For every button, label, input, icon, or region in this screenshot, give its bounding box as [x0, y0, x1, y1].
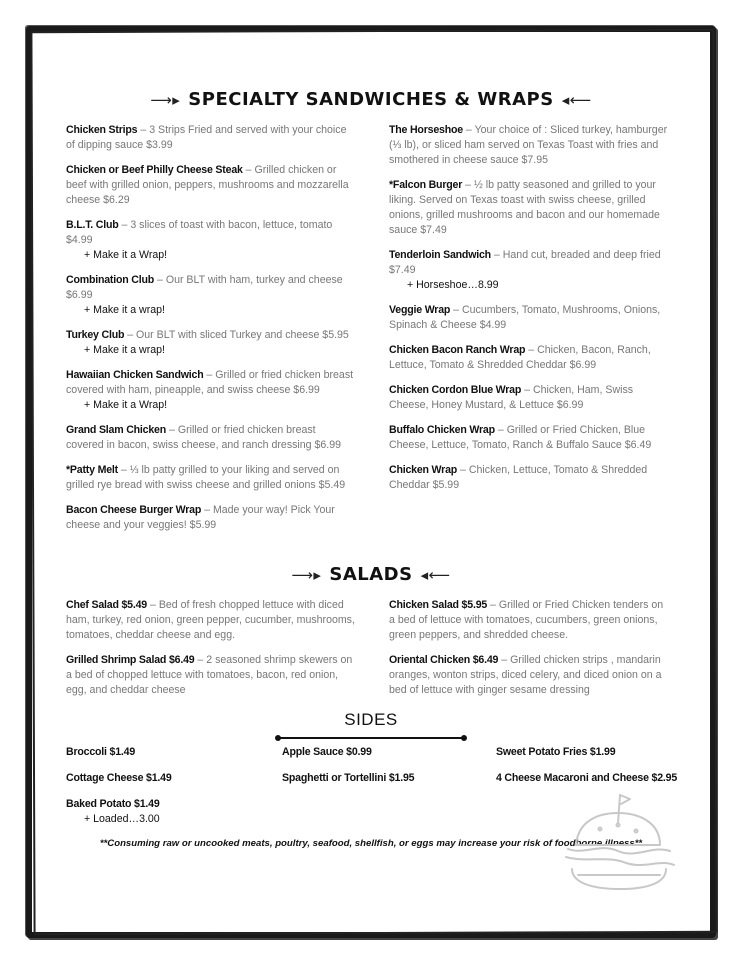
item-name: Oriental Chicken $6.49	[389, 654, 499, 666]
sandwiches-heading	[0, 89, 742, 110]
sides-title: SIDES	[344, 710, 398, 729]
right-arrow-icon: ⟶▸	[291, 566, 322, 584]
sides-divider	[278, 737, 464, 739]
item-desc: Grilled or fried chicken breast covered with ham, pineapple, and swiss cheese $6.99	[66, 369, 354, 396]
side-item: 4 Cheese Macaroni and Cheese $2.95	[496, 772, 678, 784]
menu-item: Chicken Strips – 3 Strips Fried and served with your choice of dipping sauce $3.99	[66, 124, 347, 151]
salads-title: SALADS	[329, 564, 413, 585]
item-desc: ⅓ lb patty grilled to your liking and served on grilled rye bread with swiss cheese and grilled onions $5.49	[66, 464, 346, 491]
item-desc: ½ lb patty seasoned and grilled to your liking. Served on Texas toast with swiss cheese, grilled onions, grilled mushrooms and bacon and our homemade sauce $7.49	[389, 179, 660, 236]
sandwiches-right-column	[389, 123, 669, 503]
side-item: Sweet Potato Fries $1.99	[496, 746, 616, 758]
item-desc: Grilled or Fried Chicken, Blue Cheese, Lettuce, Tomato, Ranch & Buffalo Sauce $6.49	[389, 424, 652, 451]
menu-item: Bacon Cheese Burger Wrap – Made your way! Pick Your cheese and your veggies! $5.99	[66, 504, 335, 531]
item-name: Grand Slam Chicken	[66, 424, 167, 436]
left-arrow-icon: ◂⟵	[561, 91, 592, 109]
item-name: Chicken Salad $5.95	[389, 599, 488, 611]
item-name: Chicken Cordon Blue Wrap	[389, 384, 522, 396]
item-desc: Chicken, Ham, Swiss Cheese, Honey Mustard, & Lettuce $6.99	[389, 384, 634, 411]
menu-item: Grand Slam Chicken – Grilled or fried chicken breast covered in bacon, swiss cheese, and ranch dressing $6.99	[66, 424, 342, 451]
item-name: Hawaiian Chicken Sandwich	[66, 369, 204, 381]
item-desc: Chicken, Lettuce, Tomato & Shredded Cheddar $5.99	[389, 464, 648, 491]
food-safety-warning: **Consuming raw or uncooked meats, poultry, seafood, shellfish, or eggs may increase your risk of foodborne illness**	[99, 838, 643, 849]
item-desc: Hand cut, breaded and deep fried $7.49	[389, 249, 661, 276]
menu-item: B.L.T. Club – 3 slices of toast with bacon, lettuce, tomato $4.99 + Make it a Wrap!	[66, 218, 356, 263]
menu-item: Chicken Wrap – Chicken, Lettuce, Tomato & Shredded Cheddar $5.99	[389, 464, 648, 491]
menu-item: Combination Club – Our BLT with ham, turkey and cheese $6.99 + Make it a wrap!	[66, 273, 356, 318]
menu-item: *Falcon Burger – ½ lb patty seasoned and grilled to your liking. Served on Texas toast with swiss cheese, grilled onions, grilled mushrooms and bacon and our homemade sauce $7.49	[389, 179, 660, 236]
menu-item: Buffalo Chicken Wrap – Grilled or Fried Chicken, Blue Cheese, Lettuce, Tomato, Ranch & Buffalo Sauce $6.49	[389, 424, 652, 451]
item-name: Chicken Bacon Ranch Wrap	[389, 344, 526, 356]
item-name: Grilled Shrimp Salad $6.49	[66, 654, 195, 666]
item-desc: Cucumbers, Tomato, Mushrooms, Onions, Spinach & Cheese $4.99	[389, 304, 661, 331]
item-name: Chef Salad $5.49	[66, 599, 148, 611]
item-desc: Made your way! Pick Your cheese and your veggies! $5.99	[66, 504, 335, 531]
item-option: + Make it a Wrap!	[84, 399, 168, 411]
item-desc: Grilled or Fried Chicken tenders on a bed of lettuce with tomatoes, cucumbers, green onions, green peppers, and shredded cheese.	[389, 599, 664, 641]
item-name: B.L.T. Club	[66, 219, 119, 231]
menu-item: Chef Salad $5.49 – Bed of fresh chopped lettuce with diced ham, turkey, red onion, green pepper, cucumber, mushrooms, tomatoes, cheddar cheese and egg.	[66, 599, 355, 641]
item-name: Chicken or Beef Philly Cheese Steak	[66, 164, 243, 176]
item-desc: Chicken, Bacon, Ranch, Lettuce, Tomato & Shredded Cheddar $6.99	[389, 344, 651, 371]
side-option: + Loaded…3.00	[84, 813, 160, 825]
item-name: Turkey Club	[66, 329, 125, 341]
salads-heading	[0, 564, 742, 585]
item-name: *Patty Melt	[66, 464, 118, 476]
item-desc: Grilled chicken strips , mandarin oranges, wonton strips, diced celery, and diced onion on a bed of lettuce with ginger sesame dressing	[389, 654, 662, 696]
item-name: Buffalo Chicken Wrap	[389, 424, 495, 436]
menu-item: Hawaiian Chicken Sandwich – Grilled or fried chicken breast covered with ham, pineapple, and swiss cheese $6.99 + Make it a Wrap!	[66, 368, 356, 413]
menu-item: Oriental Chicken $6.49 – Grilled chicken strips , mandarin oranges, wonton strips, diced celery, and diced onion on a bed of lettuce with ginger sesame dressing	[389, 654, 662, 696]
item-name: *Falcon Burger	[389, 179, 463, 191]
side-item: Cottage Cheese $1.49	[66, 772, 172, 784]
salads-right-column	[389, 598, 669, 708]
item-desc: Your choice of : Sliced turkey, hamburger (⅓ lb), or sliced ham served on Texas Toast with fries and smothered in cheese sauce $7.95	[389, 124, 668, 166]
side-item: Baked Potato $1.49	[66, 798, 160, 810]
item-desc: Our BLT with sliced Turkey and cheese $5.95	[136, 329, 349, 341]
side-item: Spaghetti or Tortellini $1.95	[282, 772, 415, 784]
item-desc: 3 slices of toast with bacon, lettuce, tomato $4.99	[66, 219, 333, 246]
menu-item: *Patty Melt – ⅓ lb patty grilled to your liking and served on grilled rye bread with swiss cheese and grilled onions $5.49	[66, 464, 346, 491]
item-name: Combination Club	[66, 274, 155, 286]
item-option: + Make it a wrap!	[84, 304, 165, 316]
item-option: + Make it a Wrap!	[84, 249, 168, 261]
menu-item: Chicken Salad $5.95 – Grilled or Fried Chicken tenders on a bed of lettuce with tomatoes, cucumbers, green onions, green peppers, and shredded cheese.	[389, 599, 664, 641]
item-name: Chicken Wrap	[389, 464, 458, 476]
menu-item: Tenderloin Sandwich – Hand cut, breaded and deep fried $7.49 + Horseshoe…8.99	[389, 248, 669, 293]
item-desc: Grilled or fried chicken breast covered in bacon, swiss cheese, and ranch dressing $6.99	[66, 424, 342, 451]
burger-sketch-icon	[548, 785, 688, 905]
side-item: Apple Sauce $0.99	[282, 746, 372, 758]
menu-item: Veggie Wrap – Cucumbers, Tomato, Mushrooms, Onions, Spinach & Cheese $4.99	[389, 304, 661, 331]
item-desc: 3 Strips Fried and served with your choice of dipping sauce $3.99	[66, 124, 347, 151]
item-option: + Horseshoe…8.99	[407, 279, 499, 291]
sandwiches-left-column	[66, 123, 356, 543]
menu-item: Chicken or Beef Philly Cheese Steak – Grilled chicken or beef with grilled onion, peppers, mushrooms and mozzarella cheese $6.29	[66, 164, 349, 206]
item-name: The Horseshoe	[389, 124, 463, 136]
menu-item: Grilled Shrimp Salad $6.49 – 2 seasoned shrimp skewers on a bed of chopped lettuce with tomatoes, bacon, red onion, egg, and cheddar cheese	[66, 654, 353, 696]
item-name: Veggie Wrap	[389, 304, 451, 316]
menu-item: Chicken Cordon Blue Wrap – Chicken, Ham, Swiss Cheese, Honey Mustard, & Lettuce $6.99	[389, 384, 634, 411]
menu-item: Chicken Bacon Ranch Wrap – Chicken, Bacon, Ranch, Lettuce, Tomato & Shredded Cheddar $6.99	[389, 344, 651, 371]
item-option: + Make it a wrap!	[84, 344, 165, 356]
right-arrow-icon: ⟶▸	[150, 91, 181, 109]
item-name: Chicken Strips	[66, 124, 138, 136]
item-desc: Our BLT with ham, turkey and cheese $6.99	[66, 274, 343, 301]
item-desc: 2 seasoned shrimp skewers on a bed of chopped lettuce with tomatoes, bacon, red onion, egg, and cheddar cheese	[66, 654, 353, 696]
item-name: Bacon Cheese Burger Wrap	[66, 504, 202, 516]
menu-item: The Horseshoe – Your choice of : Sliced turkey, hamburger (⅓ lb), or sliced ham served on Texas Toast with fries and smothered in cheese sauce $7.95	[389, 124, 668, 166]
left-arrow-icon: ◂⟵	[420, 566, 451, 584]
salads-left-column	[66, 598, 356, 708]
item-desc: Bed of fresh chopped lettuce with diced ham, turkey, red onion, green pepper, cucumber, mushrooms, tomatoes, cheddar cheese and egg.	[66, 599, 355, 641]
item-name: Tenderloin Sandwich	[389, 249, 491, 261]
sandwiches-title: SPECIALTY SANDWICHES & WRAPS	[188, 89, 554, 110]
item-desc: Grilled chicken or beef with grilled onion, peppers, mushrooms and mozzarella cheese $6.29	[66, 164, 349, 206]
side-item: Broccoli $1.49	[66, 746, 136, 758]
menu-item: Turkey Club – Our BLT with sliced Turkey and cheese $5.95 + Make it a wrap!	[66, 328, 356, 358]
